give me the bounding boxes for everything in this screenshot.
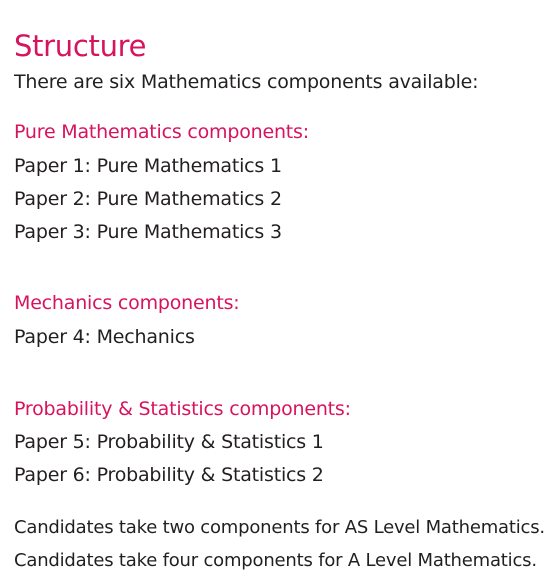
section-heading-pure: Pure Mathematics components: xyxy=(14,121,309,143)
paper-item-3: Paper 3: Pure Mathematics 3 xyxy=(14,221,282,243)
paper-item-5: Paper 5: Probability & Statistics 1 xyxy=(14,431,324,453)
paper-item-4: Paper 4: Mechanics xyxy=(14,326,195,348)
section-heading-probability-statistics: Probability & Statistics components: xyxy=(14,398,351,420)
section-heading-mechanics: Mechanics components: xyxy=(14,292,240,314)
page-title: Structure xyxy=(14,29,147,64)
intro-text: There are six Mathematics components available: xyxy=(14,71,479,93)
note-as-level: Candidates take two components for AS Level Mathematics. xyxy=(14,517,545,538)
paper-item-2: Paper 2: Pure Mathematics 2 xyxy=(14,188,282,210)
paper-item-1: Paper 1: Pure Mathematics 1 xyxy=(14,155,282,177)
note-a-level: Candidates take four components for A Level Mathematics. xyxy=(14,550,537,571)
paper-item-6: Paper 6: Probability & Statistics 2 xyxy=(14,464,324,486)
